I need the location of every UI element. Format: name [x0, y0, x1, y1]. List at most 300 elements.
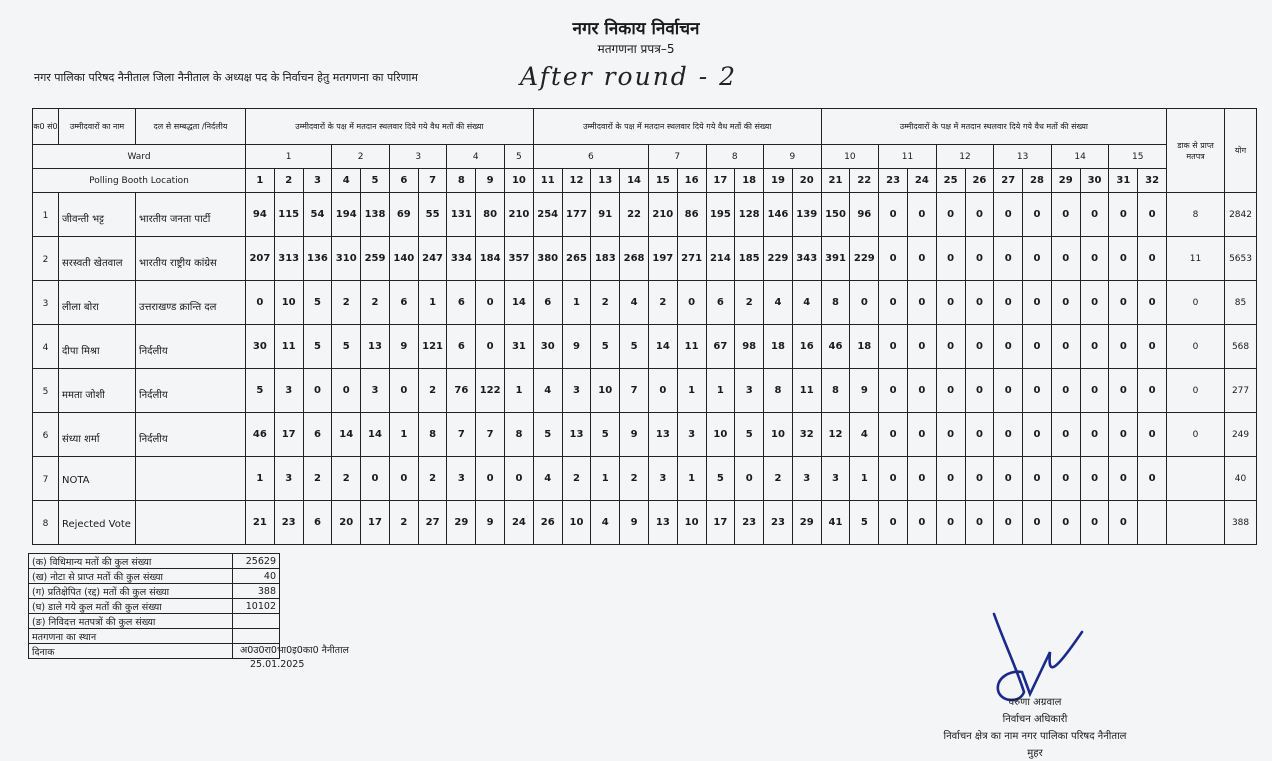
officer-seal: मुहर — [1027, 748, 1043, 759]
vote-cell: 94 — [246, 193, 275, 237]
ward-2: 2 — [332, 145, 390, 169]
vote-cell: 5 — [591, 413, 620, 457]
ward-15: 15 — [1109, 145, 1167, 169]
vote-cell: 122 — [476, 369, 505, 413]
vote-cell: 0 — [1051, 501, 1080, 545]
vote-cell: 2 — [735, 281, 764, 325]
vote-cell: 0 — [907, 281, 936, 325]
vote-cell: 0 — [1051, 281, 1080, 325]
vote-cell: 46 — [246, 413, 275, 457]
vote-cell: 0 — [936, 281, 965, 325]
vote-cell: 20 — [332, 501, 361, 545]
group-header-2: उम्मीदवारों के पक्ष में मतदान स्थलवार दिये गये वैध मतों की संख्या — [533, 109, 821, 145]
vote-cell: 29 — [447, 501, 476, 545]
vote-cell: 0 — [1109, 457, 1138, 501]
vote-cell: 2 — [648, 281, 677, 325]
vote-cell: 98 — [735, 325, 764, 369]
vote-cell: 14 — [505, 281, 534, 325]
total-votes: 388 — [1225, 501, 1257, 545]
total-votes: 568 — [1225, 325, 1257, 369]
vote-cell: 254 — [533, 193, 562, 237]
ward-10: 10 — [821, 145, 879, 169]
vote-cell: 9 — [850, 369, 879, 413]
total-votes: 5653 — [1225, 237, 1257, 281]
vote-cell: 229 — [850, 237, 879, 281]
ward-9: 9 — [764, 145, 822, 169]
vote-cell: 0 — [850, 281, 879, 325]
vote-cell: 0 — [1051, 457, 1080, 501]
vote-cell: 0 — [907, 325, 936, 369]
booth-4: 4 — [332, 169, 361, 193]
vote-cell: 0 — [1051, 193, 1080, 237]
vote-cell: 4 — [533, 457, 562, 501]
vote-cell: 0 — [965, 325, 994, 369]
vote-cell: 6 — [447, 325, 476, 369]
postal-votes: 11 — [1167, 237, 1225, 281]
candidate-name: सरस्वती खेतवाल — [59, 237, 136, 281]
vote-cell: 0 — [965, 281, 994, 325]
vote-cell: 0 — [879, 237, 908, 281]
booth-20: 20 — [792, 169, 821, 193]
vote-cell: 2 — [591, 281, 620, 325]
vote-cell: 0 — [1051, 369, 1080, 413]
total-votes: 277 — [1225, 369, 1257, 413]
vote-cell: 1 — [505, 369, 534, 413]
candidate-party: उत्तराखण्ड क्रान्ति दल — [136, 281, 246, 325]
vote-cell: 8 — [418, 413, 447, 457]
officer-area: निर्वाचन क्षेत्र का नाम नगर पालिका परिषद नैनीताल — [943, 731, 1127, 742]
booth-16: 16 — [677, 169, 706, 193]
booth-9: 9 — [476, 169, 505, 193]
vote-cell: 14 — [332, 413, 361, 457]
vote-cell: 76 — [447, 369, 476, 413]
table-row — [33, 281, 1257, 325]
vote-cell: 23 — [764, 501, 793, 545]
vote-cell: 5 — [735, 413, 764, 457]
vote-cell: 0 — [648, 369, 677, 413]
candidate-party: निर्दलीय — [136, 413, 246, 457]
vote-cell: 0 — [1138, 237, 1167, 281]
vote-cell: 0 — [1109, 501, 1138, 545]
vote-cell: 131 — [447, 193, 476, 237]
vote-cell: 1 — [246, 457, 275, 501]
vote-cell: 0 — [936, 501, 965, 545]
vote-cell: 6 — [706, 281, 735, 325]
summary-row — [29, 599, 280, 614]
ward-label: Ward — [33, 145, 246, 169]
summary-value: 388 — [233, 584, 280, 599]
vote-cell: 7 — [476, 413, 505, 457]
summary-label: (ङ) निविदत्त मतपत्रों की कुल संख्या — [29, 614, 233, 629]
vote-cell: 7 — [447, 413, 476, 457]
vote-cell: 6 — [447, 281, 476, 325]
row-sn: 8 — [33, 501, 59, 545]
summary-label: (क) विधिमान्य मतों की कुल संख्या — [29, 554, 233, 569]
vote-cell: 54 — [303, 193, 332, 237]
table-row — [33, 413, 1257, 457]
vote-cell: 0 — [1023, 413, 1052, 457]
vote-cell: 9 — [389, 325, 418, 369]
vote-cell: 5 — [591, 325, 620, 369]
vote-cell: 0 — [994, 237, 1023, 281]
vote-cell: 0 — [994, 501, 1023, 545]
group-header-3: उम्मीदवारों के पक्ष में मतदान स्थलवार दिये गये वैध मतों की संख्या — [821, 109, 1166, 145]
vote-cell: 334 — [447, 237, 476, 281]
col-total-header: योग — [1225, 109, 1257, 193]
vote-cell: 0 — [1080, 325, 1109, 369]
vote-cell: 5 — [303, 325, 332, 369]
booth-5: 5 — [361, 169, 390, 193]
vote-cell: 46 — [821, 325, 850, 369]
booth-24: 24 — [907, 169, 936, 193]
vote-cell: 12 — [821, 413, 850, 457]
ward-14: 14 — [1051, 145, 1109, 169]
booth-19: 19 — [764, 169, 793, 193]
postal-votes: 0 — [1167, 281, 1225, 325]
vote-cell: 195 — [706, 193, 735, 237]
results-table — [32, 108, 1257, 545]
col-party-header: दल से सम्बद्धता /निर्दलीय — [136, 109, 246, 145]
vote-cell: 1 — [418, 281, 447, 325]
vote-cell: 184 — [476, 237, 505, 281]
vote-cell: 3 — [821, 457, 850, 501]
vote-cell: 2 — [361, 281, 390, 325]
vote-cell: 1 — [677, 457, 706, 501]
summary-value — [233, 629, 280, 644]
total-votes: 2842 — [1225, 193, 1257, 237]
vote-cell: 1 — [562, 281, 591, 325]
vote-cell: 0 — [1080, 457, 1109, 501]
vote-cell: 4 — [792, 281, 821, 325]
vote-cell: 0 — [965, 193, 994, 237]
vote-cell: 8 — [821, 281, 850, 325]
postal-votes — [1167, 501, 1225, 545]
vote-cell: 0 — [735, 457, 764, 501]
vote-cell: 0 — [1023, 237, 1052, 281]
vote-cell: 0 — [907, 413, 936, 457]
total-votes: 40 — [1225, 457, 1257, 501]
summary-value: 25629 — [233, 554, 280, 569]
candidate-party — [136, 457, 246, 501]
total-votes: 85 — [1225, 281, 1257, 325]
ward-5: 5 — [505, 145, 534, 169]
vote-cell: 13 — [361, 325, 390, 369]
vote-cell: 313 — [274, 237, 303, 281]
vote-cell: 4 — [591, 501, 620, 545]
vote-cell: 0 — [1109, 281, 1138, 325]
handwritten-note: After round - 2 — [520, 62, 738, 91]
booth-27: 27 — [994, 169, 1023, 193]
row-sn: 7 — [33, 457, 59, 501]
booth-31: 31 — [1109, 169, 1138, 193]
vote-cell: 17 — [361, 501, 390, 545]
vote-cell: 16 — [792, 325, 821, 369]
row-sn: 6 — [33, 413, 59, 457]
candidate-name: Rejected Vote — [59, 501, 136, 545]
vote-cell: 0 — [879, 325, 908, 369]
vote-cell: 0 — [879, 413, 908, 457]
vote-cell: 0 — [994, 325, 1023, 369]
vote-cell: 0 — [1109, 413, 1138, 457]
vote-cell: 0 — [965, 413, 994, 457]
vote-cell: 10 — [764, 413, 793, 457]
vote-cell: 3 — [677, 413, 706, 457]
vote-cell: 185 — [735, 237, 764, 281]
group-header-1: उम्मीदवारों के पक्ष में मतदान स्थलवार दिये गये वैध मतों की संख्या — [246, 109, 534, 145]
vote-cell: 4 — [850, 413, 879, 457]
vote-cell: 24 — [505, 501, 534, 545]
table-row — [33, 501, 1257, 545]
vote-cell: 0 — [677, 281, 706, 325]
postal-votes: 0 — [1167, 369, 1225, 413]
vote-cell: 0 — [389, 457, 418, 501]
vote-cell: 4 — [620, 281, 649, 325]
vote-cell: 6 — [303, 501, 332, 545]
vote-cell: 27 — [418, 501, 447, 545]
vote-cell: 0 — [361, 457, 390, 501]
vote-cell: 197 — [648, 237, 677, 281]
vote-cell: 0 — [1023, 281, 1052, 325]
vote-cell: 391 — [821, 237, 850, 281]
booth-18: 18 — [735, 169, 764, 193]
vote-cell: 55 — [418, 193, 447, 237]
booth-8: 8 — [447, 169, 476, 193]
vote-cell: 0 — [476, 457, 505, 501]
form-number: मतगणना प्रपत्र–5 — [597, 42, 675, 56]
vote-cell: 0 — [332, 369, 361, 413]
vote-cell: 0 — [994, 193, 1023, 237]
vote-cell: 6 — [533, 281, 562, 325]
vote-cell: 2 — [418, 369, 447, 413]
vote-cell: 0 — [1023, 193, 1052, 237]
vote-cell: 1 — [591, 457, 620, 501]
vote-cell: 3 — [735, 369, 764, 413]
candidate-party: भारतीय जनता पार्टी — [136, 193, 246, 237]
vote-cell: 343 — [792, 237, 821, 281]
vote-cell: 138 — [361, 193, 390, 237]
ward-11: 11 — [879, 145, 937, 169]
postal-votes: 0 — [1167, 413, 1225, 457]
vote-cell: 3 — [562, 369, 591, 413]
vote-cell: 310 — [332, 237, 361, 281]
vote-cell: 10 — [591, 369, 620, 413]
vote-cell: 1 — [850, 457, 879, 501]
table-row — [33, 237, 1257, 281]
vote-cell: 128 — [735, 193, 764, 237]
summary-label: दिनाक — [29, 644, 233, 659]
booth-3: 3 — [303, 169, 332, 193]
booth-26: 26 — [965, 169, 994, 193]
booth-28: 28 — [1023, 169, 1052, 193]
vote-cell: 0 — [1080, 237, 1109, 281]
booth-23: 23 — [879, 169, 908, 193]
booth-17: 17 — [706, 169, 735, 193]
booth-21: 21 — [821, 169, 850, 193]
vote-cell: 3 — [648, 457, 677, 501]
vote-cell: 0 — [303, 369, 332, 413]
vote-cell: 5 — [246, 369, 275, 413]
vote-cell: 11 — [274, 325, 303, 369]
booth-13: 13 — [591, 169, 620, 193]
vote-cell: 0 — [1109, 193, 1138, 237]
vote-cell: 5 — [533, 413, 562, 457]
vote-cell: 6 — [389, 281, 418, 325]
vote-cell: 0 — [965, 457, 994, 501]
vote-cell: 0 — [1080, 413, 1109, 457]
booth-29: 29 — [1051, 169, 1080, 193]
vote-cell: 96 — [850, 193, 879, 237]
vote-cell: 3 — [447, 457, 476, 501]
vote-cell: 0 — [1109, 369, 1138, 413]
vote-cell: 0 — [907, 369, 936, 413]
vote-cell: 0 — [476, 281, 505, 325]
vote-cell: 214 — [706, 237, 735, 281]
vote-cell: 357 — [505, 237, 534, 281]
vote-cell: 0 — [879, 193, 908, 237]
vote-cell: 2 — [418, 457, 447, 501]
ward-12: 12 — [936, 145, 994, 169]
row-sn: 3 — [33, 281, 59, 325]
ward-3: 3 — [389, 145, 447, 169]
summary-label: मतगणना का स्थान — [29, 629, 233, 644]
vote-cell: 14 — [361, 413, 390, 457]
vote-cell: 69 — [389, 193, 418, 237]
vote-cell: 0 — [936, 325, 965, 369]
vote-cell: 30 — [533, 325, 562, 369]
vote-cell: 30 — [246, 325, 275, 369]
vote-cell: 3 — [361, 369, 390, 413]
booth-11: 11 — [533, 169, 562, 193]
postal-votes: 8 — [1167, 193, 1225, 237]
vote-cell: 31 — [505, 325, 534, 369]
col-sn-header: क0 सं0 — [33, 109, 59, 145]
vote-cell: 7 — [620, 369, 649, 413]
summary-value — [233, 614, 280, 629]
vote-cell: 194 — [332, 193, 361, 237]
signature-image — [990, 612, 1100, 707]
page-title: नगर निकाय निर्वाचन — [572, 19, 700, 39]
page-subtitle: नगर पालिका परिषद नैनीताल जिला नैनीताल के अध्यक्ष पद के निर्वाचन हेतु मतगणना का परिणाम — [34, 71, 418, 84]
vote-cell: 177 — [562, 193, 591, 237]
vote-cell: 5 — [620, 325, 649, 369]
vote-cell: 1 — [706, 369, 735, 413]
vote-cell: 10 — [706, 413, 735, 457]
summary-row — [29, 614, 280, 629]
vote-cell: 210 — [648, 193, 677, 237]
ward-8: 8 — [706, 145, 764, 169]
vote-cell: 91 — [591, 193, 620, 237]
vote-cell: 207 — [246, 237, 275, 281]
vote-cell: 0 — [1051, 325, 1080, 369]
vote-cell: 23 — [274, 501, 303, 545]
vote-cell: 0 — [936, 237, 965, 281]
vote-cell: 6 — [303, 413, 332, 457]
vote-cell: 0 — [936, 193, 965, 237]
vote-cell: 2 — [562, 457, 591, 501]
candidate-name: NOTA — [59, 457, 136, 501]
vote-cell: 5 — [303, 281, 332, 325]
vote-cell: 9 — [476, 501, 505, 545]
vote-cell: 4 — [533, 369, 562, 413]
booth-6: 6 — [389, 169, 418, 193]
table-row — [33, 457, 1257, 501]
ward-6: 6 — [533, 145, 648, 169]
summary-label: (घ) डाले गये कुल मतों की कुल संख्या — [29, 599, 233, 614]
vote-cell: 13 — [562, 413, 591, 457]
vote-cell: 265 — [562, 237, 591, 281]
ward-7: 7 — [648, 145, 706, 169]
vote-cell: 3 — [274, 457, 303, 501]
vote-cell: 13 — [648, 413, 677, 457]
vote-cell: 9 — [620, 501, 649, 545]
vote-cell: 0 — [1080, 501, 1109, 545]
row-sn: 4 — [33, 325, 59, 369]
summary-row — [29, 629, 280, 644]
candidate-name: ममता जोशी — [59, 369, 136, 413]
total-votes: 249 — [1225, 413, 1257, 457]
vote-cell: 259 — [361, 237, 390, 281]
vote-cell: 0 — [1023, 501, 1052, 545]
vote-cell: 0 — [879, 281, 908, 325]
candidate-name: संध्या शर्मा — [59, 413, 136, 457]
vote-cell: 10 — [562, 501, 591, 545]
vote-cell: 210 — [505, 193, 534, 237]
officer-designation: निर्वाचन अधिकारी — [1002, 714, 1068, 725]
vote-cell: 11 — [677, 325, 706, 369]
vote-cell: 1 — [677, 369, 706, 413]
vote-cell: 146 — [764, 193, 793, 237]
vote-cell: 121 — [418, 325, 447, 369]
vote-cell: 150 — [821, 193, 850, 237]
vote-cell: 29 — [792, 501, 821, 545]
officer-name: वरुणा अग्रवाल — [1008, 697, 1062, 708]
vote-cell: 2 — [620, 457, 649, 501]
booth-1: 1 — [246, 169, 275, 193]
vote-cell: 86 — [677, 193, 706, 237]
vote-cell: 17 — [274, 413, 303, 457]
vote-cell — [1138, 501, 1167, 545]
vote-cell: 0 — [936, 413, 965, 457]
col-postal-header: डाक से प्राप्त मतपत्र — [1167, 109, 1225, 193]
vote-cell: 18 — [764, 325, 793, 369]
vote-cell: 271 — [677, 237, 706, 281]
ward-4: 4 — [447, 145, 505, 169]
vote-cell: 0 — [246, 281, 275, 325]
vote-cell: 0 — [1138, 325, 1167, 369]
vote-cell: 0 — [476, 325, 505, 369]
vote-cell: 1 — [389, 413, 418, 457]
booth-15: 15 — [648, 169, 677, 193]
vote-cell: 0 — [965, 369, 994, 413]
vote-cell: 0 — [965, 237, 994, 281]
summary-label: (ग) प्रतिक्षेपित (रद्द) मतों की कुल संख्या — [29, 584, 233, 599]
vote-cell: 0 — [879, 369, 908, 413]
vote-cell: 2 — [303, 457, 332, 501]
vote-cell: 139 — [792, 193, 821, 237]
vote-cell: 8 — [821, 369, 850, 413]
booth-2: 2 — [274, 169, 303, 193]
vote-cell: 0 — [1023, 325, 1052, 369]
vote-cell: 0 — [994, 457, 1023, 501]
vote-cell: 0 — [907, 237, 936, 281]
postal-votes: 0 — [1167, 325, 1225, 369]
vote-cell: 80 — [476, 193, 505, 237]
vote-cell: 229 — [764, 237, 793, 281]
vote-cell: 136 — [303, 237, 332, 281]
vote-cell: 0 — [907, 457, 936, 501]
vote-cell: 67 — [706, 325, 735, 369]
table-row — [33, 193, 1257, 237]
